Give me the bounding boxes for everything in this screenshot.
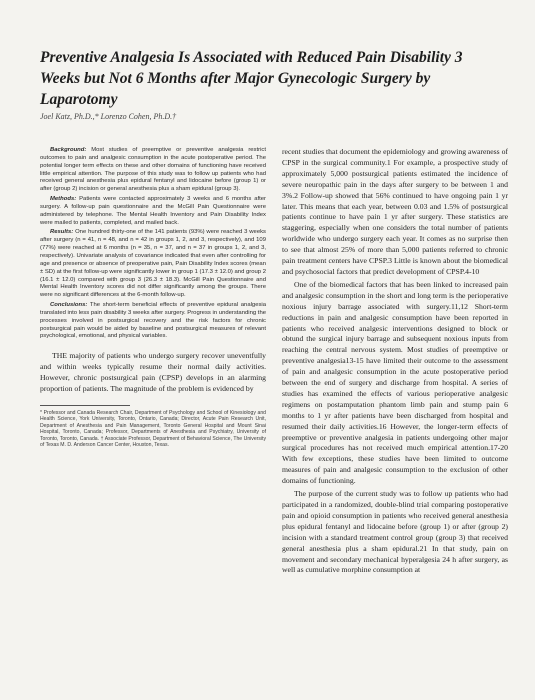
intro-paragraph-2: One of the biomedical factors that has been linked to increased pain and analgesic consumption in the short and long term is the perioperative noxious injury barrage associated with surgery.11,12 Short-term reductions in pain and analgesic consumption have been reported in patients who received analgesic interventions designed to block or obtund the surgical injury barrage and subsequent noxious inputs from reaching the central nervous system. Most studies of preemptive or preventive analgesia13-15 have limited their outcome to the assessment of pain and analgesic consumption in the acute postoperative period between the end of surgery and discharge from hospital. A series of studies has examined the effects of various perioperative analgesic regimens on postamputation phantom limb pain and stump pain 6 months to 1 yr after patients have been discharged from hospital and resumed their daily activities.16 However, the longer-term effects of preemptive or preventive analgesia in patients undergoing other major surgical procedures has not received much empirical attention.17-20 With few exceptions, these studies have been limited to outcome measures of pain and analgesic consumption to the exclusion of other domains of functioning. [282, 279, 508, 486]
abstract-conclusions [40, 302, 266, 341]
abstract-conclusions-text: The short-term beneficial effects of preventive epidural analgesia translated into less pain disability 3 weeks after surgery. Progress in understanding the processes involved in postsurgical recovery and the risk factors for chronic postsurgical pain would be aided by baseline and postsurgical measures of relevant psychological, emotional, and physical variables. [40, 302, 266, 340]
abstract-conclusions-label: Conclusions: [50, 302, 88, 309]
abstract [40, 147, 266, 341]
left-column [40, 147, 266, 449]
abstract-results [40, 229, 266, 300]
abstract-background-text: Most studies of preemptive or preventive analgesia restrict outcomes to pain and analgesic consumption in the acute postoperative period. The potential longer term effects on these and other domains of functioning have received little empirical attention. The purpose of this study was to follow up patients who had received general anesthesia plus epidural fentanyl and lidocaine before (group 1) or after (group 2) incision or general anesthesia plus a sham epidural (group 3). [40, 147, 266, 193]
intro-paragraph-1: THE majority of patients who undergo surgery recover uneventfully and within weeks typically resume their normal daily activities. However, chronic postsurgical pain (CPSP) develops in an alarming proportion of patients. The magnitude of the problem is evidenced by [40, 351, 266, 393]
abstract-results-label: Results: [50, 229, 74, 236]
article-title: Preventive Analgesia Is Associated with Reduced Pain Disability 3 Weeks but Not 6 Months after Major Gynecologic Surgery by Laparotomy [40, 49, 463, 108]
abstract-methods-text: Patients were contacted approximately 3 weeks and 6 months after surgery. A follow-up pain questionnaire and the McGill Pain Questionnaire were administered by telephone. The Mental Health Inventory and Pain Disability Index were mailed to patients, completed, and mailed back. [40, 196, 266, 226]
right-column [282, 147, 508, 578]
abstract-results-text: One hundred thirty-one of the 141 patients (93%) were reached 3 weeks after surgery (n = 41, n = 48, and n = 42 in groups 1, 2, and 3, respectively), and 109 (77%) were reached at 6 months (n = 35, n = 37, and n = 37 in groups 1, 2, and 3, respectively). Univariate analysis of covariance indicated that even after controlling for age and presence or absence of preoperative pain, Pain Disability Index scores (mean ± SD) at the first follow-up were significantly lower in group 1 (17.3 ± 12.0) and group 2 (16.1 ± 12.0) compared with group 3 (26.3 ± 18.3). McGill Pain Questionnaire and Mental Health Inventory scores did not differ significantly among the groups. There were no significant differences at the 6-month follow-up. [40, 229, 266, 299]
footnote-divider [40, 405, 130, 406]
intro-paragraph-continued: recent studies that document the epidemiology and growing awareness of CPSP in the surgical community.1 For example, a prospective study of approximately 5,000 postsurgical patients estimated the incidence of severe neuropathic pain in the days after surgery to be between 1 and 3%.2 Follow-up showed that 56% continued to have ongoing pain 1 yr later. This means that each year, between 0.03 and 1.5% of postsurgical patients continue to have pain 1 yr after surgery. These statistics are staggering, especially when one considers the total number of patients worldwide who undergo surgery each year. It comes as no surprise then to see that almost 25% of more than 5,000 patients referred to chronic pain treatment centers have CPSP.3 Little is known about the biomedical and psychosocial factors that predict development of CPSP.4-10 [282, 147, 508, 276]
abstract-background [40, 147, 266, 194]
author-line: Joel Katz, Ph.D.,* Lorenzo Cohen, Ph.D.† [40, 112, 177, 121]
abstract-methods [40, 196, 266, 227]
affiliation-footnote [40, 410, 266, 449]
footnote-text: * Professor and Canada Research Chair, Department of Psychology and School of Kinesiology and Health Science, York University, Toronto, Ontario, Canada; Director, Acute Pain Research Unit, Department of Anesthesia and Pain Management, Toronto General Hospital and Mount Sinai Hospital, Toronto, Canada; Professor, Departments of Anesthesia and Psychiatry, University of Toronto, Toronto, Canada. † Associate Professor, Department of Behavioral Science, The University of Texas M. D. Anderson Cancer Center, Houston, Texas. [40, 409, 266, 449]
intro-paragraph-3: The purpose of the current study was to follow up patients who had participated in a randomized, double-blind trial comparing postoperative pain and opioid consumption in patients who received general anesthesia plus epidural fentanyl and lidocaine before (group 1) or after (group 2) incision with a standard treatment control group (group 3) that received general anesthesia plus a sham epidural.21 In that study, pain on movement and secondary mechanical hyperalgesia 24 h after surgery, as well as cumulative morphine consumption at [282, 489, 508, 575]
abstract-methods-label: Methods: [50, 196, 77, 203]
abstract-background-label: Background: [50, 147, 87, 153]
introduction-left [40, 351, 266, 395]
